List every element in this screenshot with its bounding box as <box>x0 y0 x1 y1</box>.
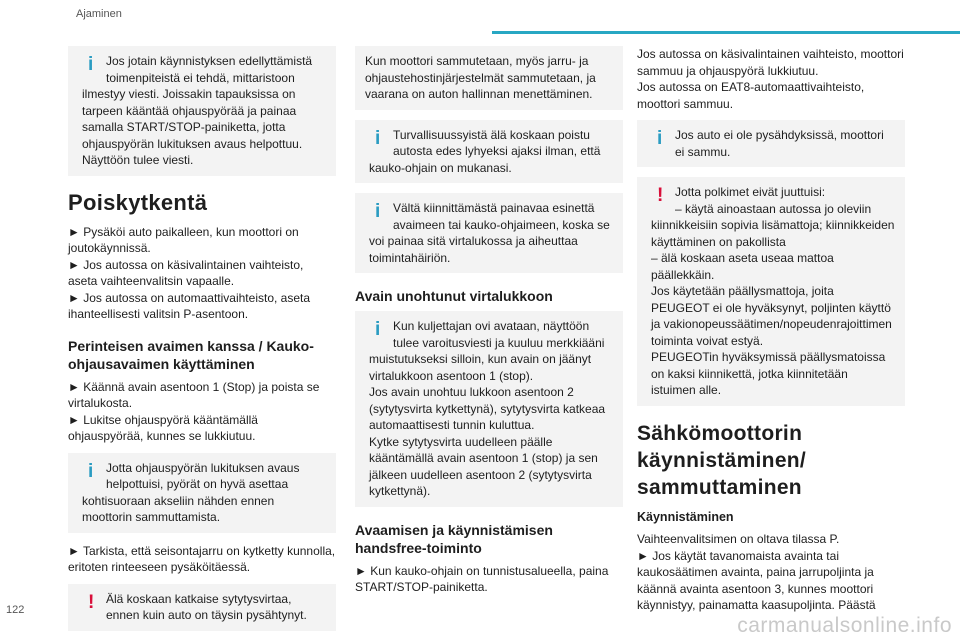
note-line: avaimeen tai kauko-ohjaimeen, koska se <box>393 217 610 232</box>
note-line: Jos auto ei ole pysähdyksissä, moottori <box>675 128 884 142</box>
page-number: 122 <box>6 604 25 616</box>
note-line: Älä koskaan katkaise sytytysvirtaa, <box>106 591 292 606</box>
note-text: kiinnikkeisiin sopivia lisämattoja; kiinnikkeiden käyttäminen on pakollista – älä koskaan aseta useaa mattoa päällekkäin. Jos käytetään päällysmattoja, joita PEUGEOT ei ole hyväksynyt, poljinten käyttö ja vakionopeussäätimen/nopeudenrajoittimen toiminta voivat estyä. PEUGEOTin hyväksymissä päällysmatoissa on kaksi kiinnikettä, jotka kiinnitetään istuimen alle. <box>651 218 895 397</box>
header-accent-bar <box>492 31 960 34</box>
note-line: Jos jotain käynnistyksen edellyttämistä <box>106 54 313 68</box>
info-note <box>355 193 623 273</box>
note-line: ei sammu. <box>675 144 731 159</box>
note-text: muistutukseksi silloin, kun avain on jäänyt virtalukkoon asentoon 1 (stop). Jos avain unohtuu lukkoon asentoon 2 (sytytysvirta kytkettynä), sytytysvirta katkeaa automaattisesti tunnin kuluttua. Kytke sytytysvirta uudelleen päälle kääntämällä avain asentoon 1 (stop) ja sen jälkeen uudelleen asentoon 2 (sytytysvirta kytkettynä). <box>369 352 606 498</box>
watermark: carmanualsonline.info <box>737 614 952 637</box>
info-icon: i <box>88 460 94 482</box>
subsection-heading: Avain unohtunut virtalukkoon <box>355 288 553 304</box>
note-line: Kun kuljettajan ovi avataan, näyttöön <box>393 319 590 333</box>
warning-icon: ! <box>657 185 664 206</box>
note-line: Vältä kiinnittämästä painavaa esinettä <box>393 201 595 215</box>
note-line: – käytä ainoastaan autossa jo oleviin <box>675 201 872 216</box>
step-list: ► Tarkista, että seisontajarru on kytketty kunnolla, eritoten rinteeseen pysäköitäessä. <box>68 543 336 574</box>
note-line: Jotta ohjauspyörän lukituksen avaus <box>106 460 300 475</box>
info-note <box>355 120 623 184</box>
subsection-heading: Perinteisen avaimen kanssa / Kauko-ohjausavaimen käyttäminen <box>68 337 314 372</box>
info-note <box>68 46 336 176</box>
info-icon: i <box>375 201 381 222</box>
note-line: ennen kuin auto on täysin pysähtynyt. <box>106 608 307 622</box>
note-line: toimenpiteistä ei tehdä, mittaristoon <box>106 70 295 85</box>
header-section-title: Ajaminen <box>76 8 122 20</box>
note-text: kauko-ohjain on mukanasi. <box>369 160 512 175</box>
note-line: Jotta polkimet eivät juuttuisi: <box>675 185 826 199</box>
note-line: Turvallisuussyistä älä koskaan poistu <box>393 127 590 142</box>
subsection-heading: Käynnistäminen <box>637 509 734 524</box>
note-text: kohtisuoraan akseliin nähden ennen moottorin sammuttamista. <box>82 493 275 524</box>
text-box <box>355 46 623 110</box>
step-list: ► Kun kauko-ohjain on tunnistusalueella, paina START/STOP-painiketta. <box>355 563 609 594</box>
note-line: tulee varoitusviesti ja kuuluu merkkiääni <box>393 335 605 350</box>
warning-icon: ! <box>88 591 95 613</box>
column-3 <box>637 46 905 622</box>
subsection-heading: Avaamisen ja käynnistämisen handsfree-toiminto <box>355 521 553 556</box>
note-line: helpottuisi, pyörät on hyvä asettaa <box>106 477 289 491</box>
note-text: voi painaa sitä virtalukossa ja aiheuttaa toimintahäiriön. <box>369 234 578 265</box>
column-2 <box>355 46 623 604</box>
column-1 <box>68 46 336 641</box>
info-icon: i <box>657 128 663 149</box>
info-note <box>68 453 336 533</box>
step-list: ► Pysäköi auto paikalleen, kun moottori on joutokäynnissä. ► Jos autossa on käsivalintainen vaihteisto, aseta vaihteenvalitsin vapaalle. ► Jos autossa on automaattivaihteisto, aseta ihanteellisesti valitsin P-asentoon. <box>68 224 311 321</box>
info-icon: i <box>88 54 94 75</box>
warning-note <box>68 584 336 631</box>
warning-note <box>637 177 905 406</box>
note-text: Kun moottori sammutetaan, myös jarru- ja ohjaustehostinjärjestelmät sammutetaan, ja vaarana on auton hallinnan menettäminen. <box>365 54 596 101</box>
info-note <box>355 311 623 507</box>
info-note <box>637 120 905 167</box>
section-heading: Sähkömoottorin käynnistäminen/ sammuttaminen <box>637 421 807 499</box>
info-icon: i <box>375 319 381 340</box>
step-list: ► Käännä avain asentoon 1 (Stop) ja poista se virtalukosta. ► Lukitse ohjauspyörä kääntämällä ohjauspyörää, kunnes se lukkiutuu. <box>68 379 320 443</box>
info-icon: i <box>375 127 381 149</box>
paragraph: Jos autossa on käsivalintainen vaihteisto, moottori sammuu ja ohjauspyörä lukkiutuu. Jos autossa on EAT8-automaattivaihteisto, moottori sammuu. <box>637 47 904 111</box>
note-text: ilmestyy viesti. Joissakin tapauksissa on tarpeen kääntää ohjauspyörää ja painaa samalla START/STOP-painiketta, jotta ohjauspyörän lukituksen avaus helpottuu. Näyttöön tulee viesti. <box>82 87 303 167</box>
note-line: autosta edes lyhyeksi ajaksi ilman, että <box>393 144 601 158</box>
paragraph: Vaihteenvalitsimen on oltava tilassa P. ► Jos käytät tavanomaista avainta tai kaukosäätimen avainta, paina jarrupoljinta ja käännä avainta asentoon 3, kunnes moottori käynnistyy, painamatta kaasupoljinta. Päästä <box>637 532 876 612</box>
section-heading: Poiskytkentä <box>68 189 208 215</box>
